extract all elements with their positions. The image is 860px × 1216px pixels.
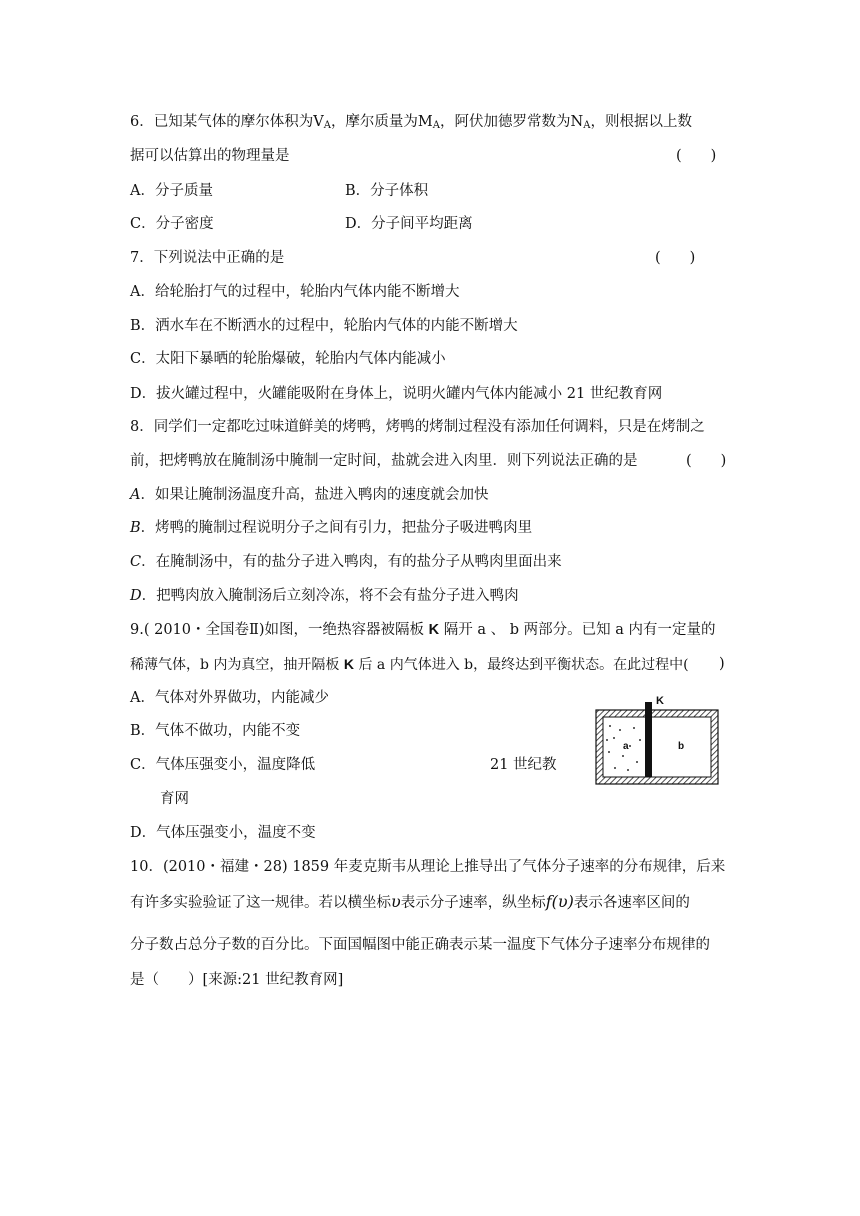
q8-option-text: ．烤鸭的腌制过程说明分子之间有引力，把盐分子吸进鸭肉里 (140, 520, 533, 536)
q6-answer-paren: ( ) (676, 148, 717, 164)
q6-text: 6．已知某气体的摩尔体积为V (130, 114, 324, 130)
q9-k-label: K (343, 656, 354, 672)
q9-text: 后 a 内气体进入 b，最终达到平衡状态。在此过程中( (354, 657, 689, 673)
q8-stem-line1: 8．同学们一定都吃过味道鲜美的烤鸭，烤鸭的烤制过程没有添加任何调料，只是在烤制之 (130, 419, 705, 435)
q10-stem-line2 (130, 892, 690, 913)
q7-option-a: A．给轮胎打气的过程中，轮胎内气体内能不断增大 (130, 284, 460, 300)
q8-option-text: ．在腌制汤中，有的盐分子进入鸭肉，有的盐分子从鸭肉里面出来 (141, 554, 562, 570)
q6-text: ，摩尔质量为M (330, 114, 433, 130)
q8-answer-paren: ( ) (686, 453, 727, 469)
q6-text: ，则根据以上数 (590, 114, 692, 130)
q10-stem-line3: 分子数占总分子数的百分比。下面国幅图中能正确表示某一温度下气体分子速率分布规律的 (130, 937, 710, 953)
q9-option-b: B．气体不做功，内能不变 (130, 723, 301, 739)
q7-option-c: C．太阳下暴晒的轮胎爆破，轮胎内气体内能减小 (130, 351, 446, 367)
q9-stem-line1 (130, 620, 715, 640)
q9-option-d: D．气体压强变小，温度不变 (130, 825, 316, 841)
q8-option-text: ．把鸭肉放入腌制汤后立刻冷冻，将不会有盐分子进入鸭肉 (141, 588, 519, 604)
q8-option-letter: D (130, 588, 142, 604)
q6-sub: A (583, 120, 591, 131)
q9-stem-line2 (130, 654, 689, 675)
container-cavity (603, 717, 711, 777)
q7-answer-paren: ( ) (655, 250, 696, 266)
q8-stem-line2: 前，把烤鸭放在腌制汤中腌制一定时间，盐就会进入肉里．则下列说法正确的是 (130, 453, 638, 469)
q8-option-letter: A (130, 487, 141, 503)
q6-sub: A (323, 120, 331, 131)
q6-stem-line1 (130, 112, 692, 136)
q6-option-d: D．分子间平均距离 (345, 216, 473, 232)
figure-label-b: b (678, 741, 685, 752)
q6-option-b: B．分子体积 (345, 183, 429, 199)
q9-watermark-cont: 育网 (160, 791, 189, 807)
q9-option-c: C．气体压强变小，温度降低 (130, 757, 316, 773)
q9-text: 9.( 2010・全国卷Ⅱ)如图，一绝热容器被隔板 (130, 622, 429, 638)
q7-stem: 7．下列说法中正确的是 (130, 250, 285, 266)
q10-stem-line1: 10．(2010・福建・28) 1859 年麦克斯韦从理论上推导出了气体分子速率的分布规律，后来 (130, 859, 726, 875)
figure-label-k: K (656, 695, 664, 707)
q6-text: ，阿伏加德罗常数为N (440, 114, 584, 130)
q6-stem-line2: 据可以估算出的物理量是 (130, 148, 290, 164)
q9-k-label: K (428, 622, 440, 638)
container-figure (590, 690, 730, 790)
q7-option-d: D．拔火罐过程中，火罐能吸附在身体上，说明火罐内气体内能减小 21 世纪教育网 (130, 386, 663, 402)
q8-option-b (130, 518, 532, 538)
partition-k (645, 702, 652, 777)
q8-option-c (130, 552, 562, 572)
q9-text: 稀薄气体，b 内为真空，抽开隔板 (130, 657, 344, 673)
q8-option-letter: C (130, 554, 142, 570)
q10-symbol-fv: (υ) (551, 892, 574, 911)
figure-label-a: a (623, 741, 629, 752)
q10-symbol-v: υ (391, 892, 401, 911)
q10-text: 表示分子速率，纵坐标 (400, 895, 546, 911)
q10-text: 表示各速率区间的 (573, 895, 690, 911)
q10-symbol-f: f (545, 892, 552, 911)
q8-option-a (130, 485, 488, 505)
q9-text: 隔开 a 、 b 两部分。已知 a 内有一定量的 (439, 622, 716, 638)
q6-option-a: A．分子质量 (130, 183, 213, 199)
q9-option-a: A．气体对外界做功，内能减少 (130, 690, 329, 706)
q6-option-c: C．分子密度 (130, 216, 214, 232)
q6-sub: A (432, 120, 441, 131)
q8-option-d (130, 586, 519, 606)
q9-watermark: 21 世纪教 (490, 757, 557, 773)
q9-answer-paren: ) (719, 656, 725, 672)
q8-option-letter: B (130, 520, 141, 536)
q7-option-b: B．洒水车在不断洒水的过程中，轮胎内气体的内能不断增大 (130, 318, 518, 334)
q8-option-text: ．如果让腌制汤温度升高，盐进入鸭肉的速度就会加快 (140, 487, 489, 503)
q10-text: 有许多实验验证了这一规律。若以横坐标 (130, 895, 391, 911)
q10-stem-line4: 是（ ）[来源:21 世纪教育网] (130, 972, 344, 988)
